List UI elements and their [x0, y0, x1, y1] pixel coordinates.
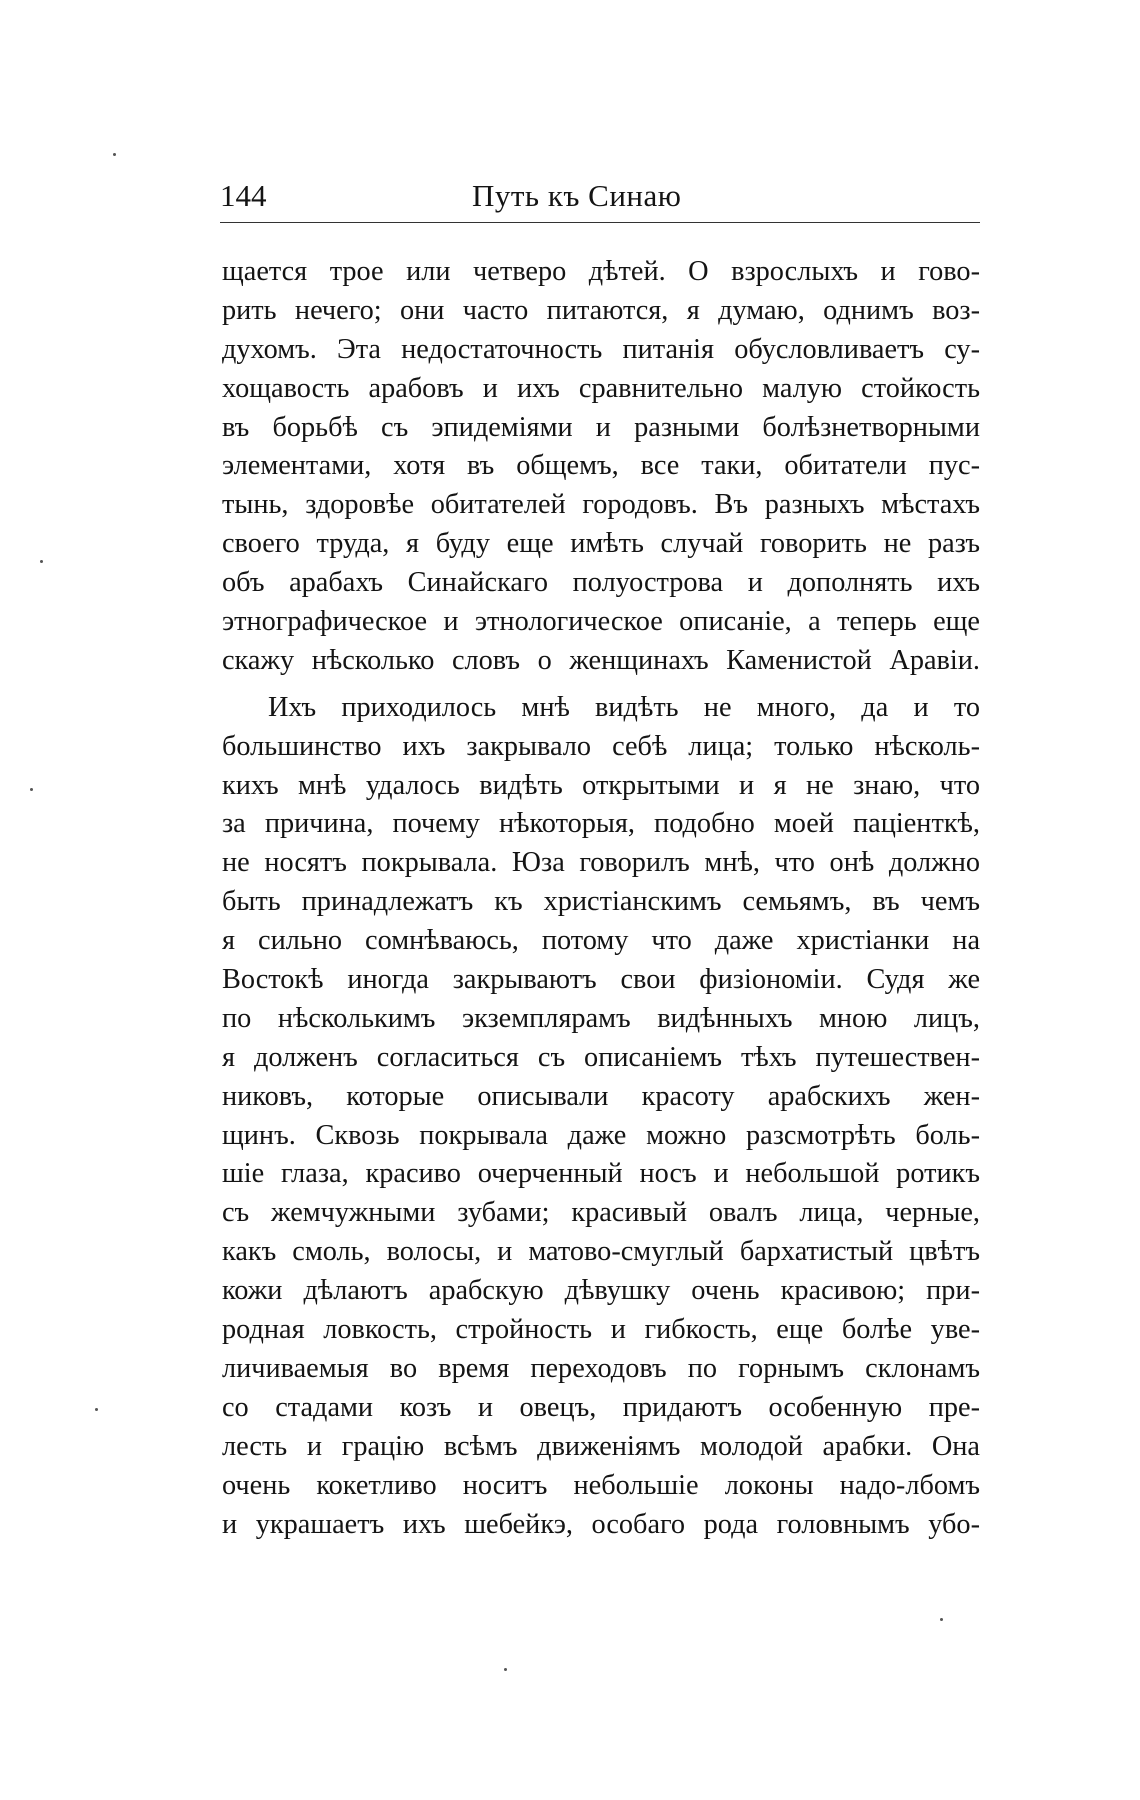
text-line: Ихъ приходилось мнѣ видѣть не много, да и то	[268, 691, 980, 723]
text-line: большинство ихъ закрывало себѣ лица; только нѣсколь-	[222, 730, 980, 762]
text-line: никовъ, которые описывали красоту арабскихъ жен-	[222, 1080, 980, 1112]
running-title: Путь къ Синаю	[472, 178, 682, 213]
text-line: не носятъ покрывала. Юза говорилъ мнѣ, что онѣ должно	[222, 847, 980, 879]
text-line: объ арабахъ Синайскаго полуострова и дополнять ихъ	[222, 567, 980, 599]
text-line: тынь, здоровѣе обитателей городовъ. Въ разныхъ мѣстахъ	[222, 489, 980, 521]
text-line: очень кокетливо носитъ небольшіе локоны надо-лбомъ	[222, 1469, 980, 1501]
text-line: кожи дѣлаютъ арабскую дѣвушку очень красивою; при-	[222, 1275, 980, 1307]
text-line: Востокѣ иногда закрываютъ свои физіономіи. Судя же	[222, 964, 980, 996]
scan-speck	[30, 788, 33, 791]
text-line: щается трое или четверо дѣтей. О взрослыхъ и гово-	[222, 256, 980, 287]
text-line: щинъ. Сквозь покрывала даже можно разсмотрѣть боль-	[222, 1119, 980, 1151]
scan-speck	[40, 560, 43, 563]
header-rule	[220, 222, 980, 223]
text-line: какъ смоль, волосы, и матово-смуглый бархатистый цвѣтъ	[222, 1236, 980, 1268]
body-text	[222, 253, 980, 1544]
text-line: рить нечего; они часто питаются, я думаю, однимъ воз-	[222, 294, 980, 326]
text-line: со стадами козъ и овецъ, придаютъ особенную пре-	[222, 1391, 980, 1423]
paragraph	[222, 689, 980, 1545]
text-line: за причина, почему нѣкоторыя, подобно моей паціенткѣ,	[222, 808, 980, 840]
text-line: лесть и грацію всѣмъ движеніямъ молодой арабки. Она	[222, 1430, 980, 1462]
text-line: и украшаетъ ихъ шебейкэ, особаго рода головнымъ убо-	[222, 1508, 980, 1540]
text-line: шіе глаза, красиво очерченный носъ и небольшой ротикъ	[222, 1158, 980, 1190]
text-line: кихъ мнѣ удалось видѣть открытыми и я не знаю, что	[222, 769, 980, 801]
text-line: скажу нѣсколько словъ о женщинахъ Каменистой Аравіи.	[222, 644, 980, 676]
text-line: хощавость арабовъ и ихъ сравнительно малую стойкость	[222, 372, 980, 404]
scan-speck	[504, 1668, 507, 1671]
text-line: съ жемчужными зубами; красивый овалъ лица, черные,	[222, 1197, 980, 1229]
text-line: я долженъ согласиться съ описаніемъ тѣхъ путешествен-	[222, 1041, 980, 1073]
text-line: я сильно сомнѣваюсь, потому что даже христіанки на	[222, 925, 980, 957]
running-header	[220, 178, 982, 218]
text-line: по нѣсколькимъ экземплярамъ видѣнныхъ мною лицъ,	[222, 1002, 980, 1034]
text-line: родная ловкость, стройность и гибкость, еще болѣе уве-	[222, 1314, 980, 1346]
text-line: духомъ. Эта недостаточность питанія обусловливаетъ су-	[222, 333, 980, 365]
scan-speck	[113, 153, 116, 156]
text-line: личиваемыя во время переходовъ по горнымъ склонамъ	[222, 1352, 980, 1384]
page-number: 144	[220, 178, 267, 213]
scan-speck	[95, 1408, 98, 1411]
text-line: этнографическое и этнологическое описаніе, а теперь еще	[222, 606, 980, 638]
scan-speck	[940, 1618, 943, 1621]
text-line: быть принадлежатъ къ христіанскимъ семьямъ, въ чемъ	[222, 886, 980, 918]
text-line: элементами, хотя въ общемъ, все таки, обитатели пус-	[222, 450, 980, 482]
text-line: своего труда, я буду еще имѣть случай говорить не разъ	[222, 528, 980, 560]
text-line: въ борьбѣ съ эпидеміями и разными болѣзнетворными	[222, 411, 980, 443]
paragraph	[222, 253, 980, 681]
